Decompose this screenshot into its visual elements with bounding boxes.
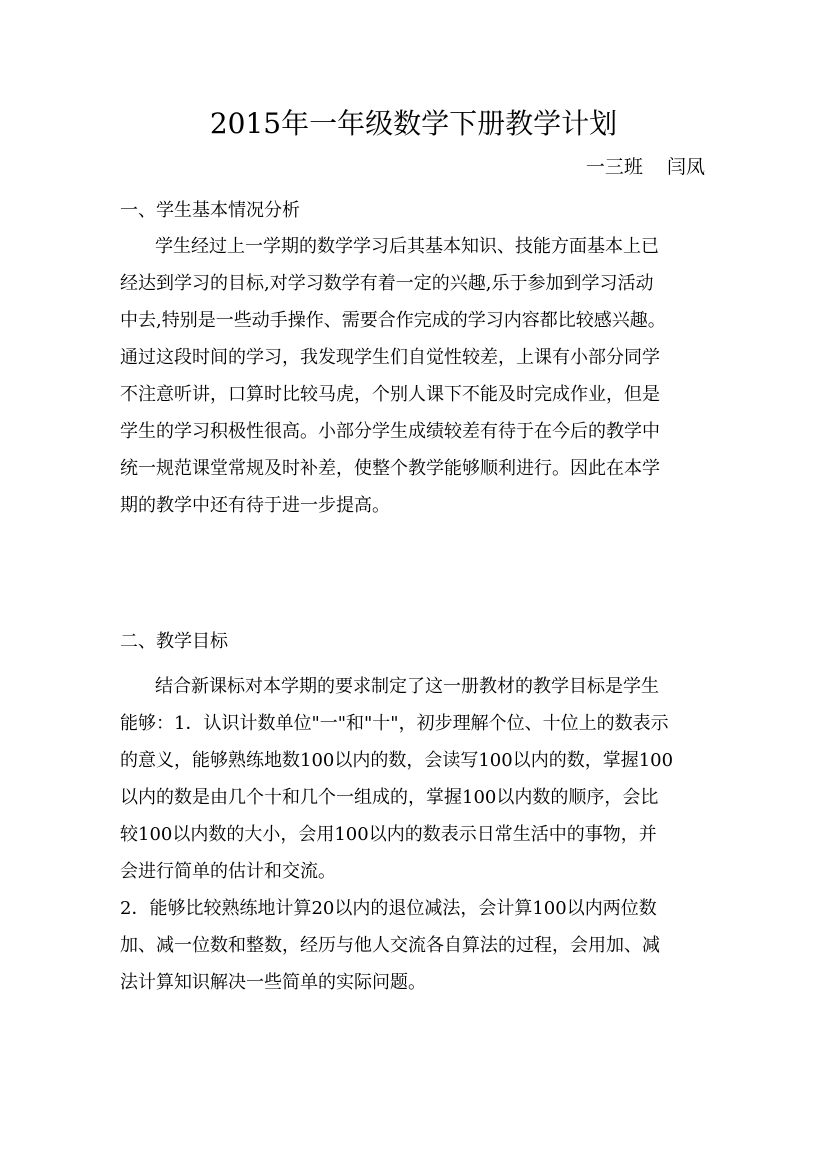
paragraph-line: 能够：1．认识计数单位"一"和"十"，初步理解个位、十位上的数表示 bbox=[120, 713, 669, 734]
paragraph-line: 不注意听讲，口算时比较马虎，个别人课下不能及时完成作业，但是 bbox=[120, 384, 660, 405]
paragraph-line: 结合新课标对本学期的要求制定了这一册教材的教学目标是学生 bbox=[155, 676, 659, 697]
paragraph-line: 通过这段时间的学习，我发现学生们自觉性较差，上课有小部分同学 bbox=[120, 347, 660, 368]
paragraph-line: 学生经过上一学期的数学学习后其基本知识、技能方面基本上已 bbox=[155, 236, 659, 257]
paragraph-line: 较100以内数的大小，会用100以内的数表示日常生活中的事物，并 bbox=[120, 824, 657, 845]
paragraph-line: 学生的学习积极性很高。小部分学生成绩较差有待于在今后的教学中 bbox=[120, 421, 660, 442]
paragraph-line: 统一规范课堂常规及时补差，使整个教学能够顺利进行。因此在本学 bbox=[120, 458, 660, 479]
paragraph-line: 2．能够比较熟练地计算20以内的退位减法，会计算100以内两位数 bbox=[120, 898, 657, 919]
section-heading-2: 二、教学目标 bbox=[120, 631, 228, 652]
section-1-paragraph bbox=[120, 228, 707, 524]
paragraph-line: 的意义，能够熟练地数100以内的数，会读写100以内的数，掌握100 bbox=[120, 750, 674, 771]
paragraph-line: 经达到学习的目标,对学习数学有着一定的兴趣,乐于参加到学习活动 bbox=[120, 273, 654, 294]
paragraph-line: 期的教学中还有待于进一步提高。 bbox=[120, 495, 390, 516]
section-2-paragraph bbox=[120, 668, 707, 1001]
author-line: 一三班 闫凤 bbox=[585, 156, 705, 178]
document-title: 2015年一年级数学下册教学计划 bbox=[209, 107, 618, 140]
section-heading-1: 一、学生基本情况分析 bbox=[120, 200, 300, 221]
paragraph-line: 中去,特别是一些动手操作、需要合作完成的学习内容都比较感兴趣。 bbox=[120, 310, 666, 331]
paragraph-line: 法计算知识解决一些简单的实际问题。 bbox=[120, 972, 426, 993]
paragraph-line: 以内的数是由几个十和几个一组成的，掌握100以内数的顺序，会比 bbox=[120, 787, 659, 808]
paragraph-line: 会进行简单的估计和交流。 bbox=[120, 861, 336, 882]
paragraph-line: 加、减一位数和整数，经历与他人交流各自算法的过程，会用加、减 bbox=[120, 935, 660, 956]
